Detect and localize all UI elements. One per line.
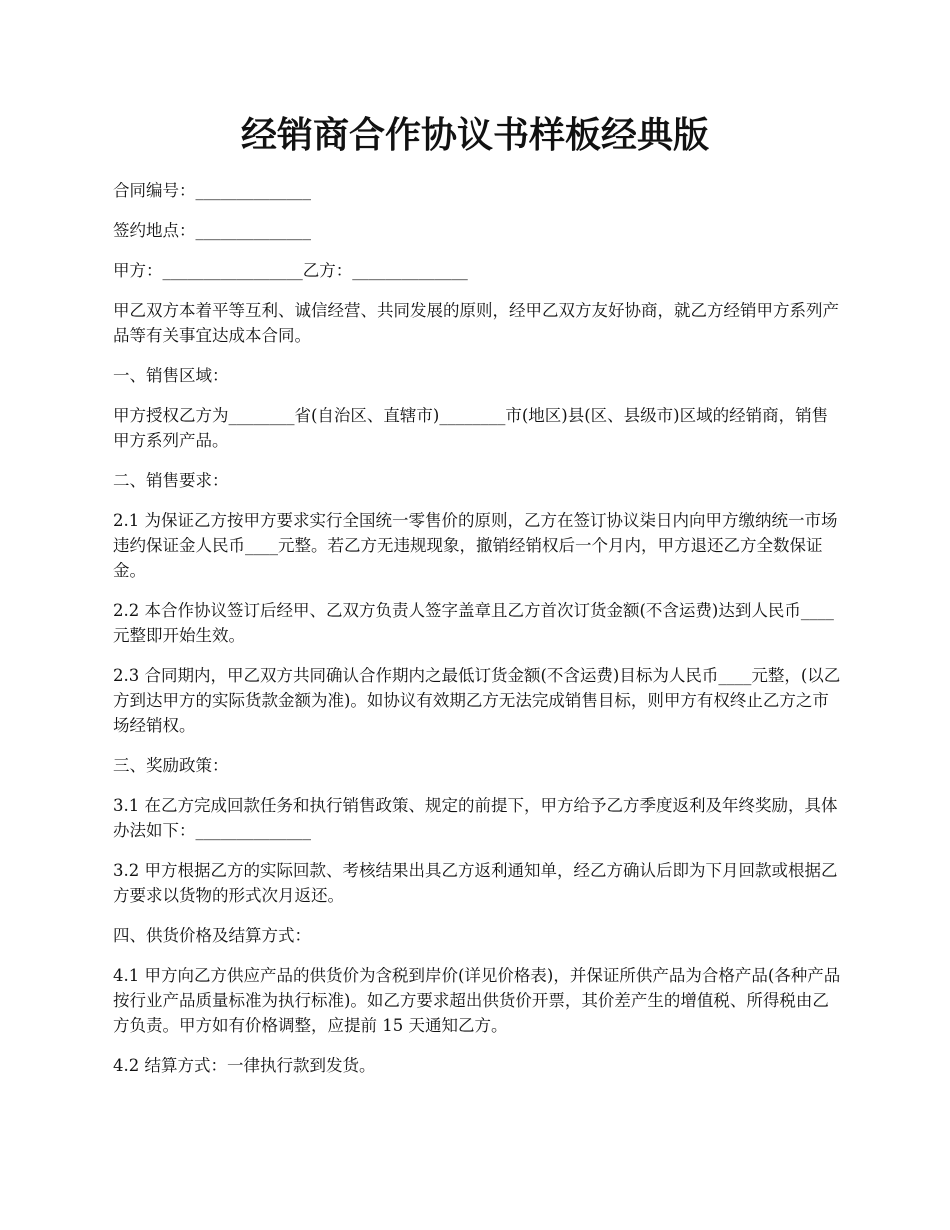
clause-3-2: 3.2 甲方根据乙方的实际回款、考核结果出具乙方返利通知单，经乙方确认后即为下月回款或根据乙方要求以货物的形式次月返还。 <box>113 861 838 905</box>
clause-2-2: 2.2 本合作协议签订后经甲、乙双方负责人签字盖章且乙方首次订货金额(不含运费)达到人民币____元整即开始生效。 <box>113 601 834 645</box>
section-heading-sales-requirements: 二、销售要求： <box>113 471 229 490</box>
parties-line: 甲方：_________________乙方：______________ <box>113 261 468 280</box>
document-body <box>113 178 843 1093</box>
clause-2-3: 2.3 合同期内，甲乙双方共同确认合作期内之最低订货金额(不含运费)目标为人民币____元整，(以乙方到达甲方的实际货款金额为准)。如协议有效期乙方无法完成销售目标，则甲方有权终止乙方之市场经销权。 <box>113 666 841 735</box>
clause-4-2: 4.2 结算方式：一律执行款到发货。 <box>113 1056 376 1075</box>
preamble-paragraph: 甲乙双方本着平等互利、诚信经营、共同发展的原则，经甲乙双方友好协商，就乙方经销甲方系列产品等有关事宜达成本合同。 <box>113 301 839 345</box>
clause-3-1: 3.1 在乙方完成回款任务和执行销售政策、规定的前提下，甲方给予乙方季度返利及年终奖励，具体办法如下：______________ <box>113 796 838 840</box>
clause-2-1: 2.1 为保证乙方按甲方要求实行全国统一零售价的原则，乙方在签订协议柒日内向甲方缴纳统一市场违约保证金人民币____元整。若乙方无违规现象，撤销经销权后一个月内，甲方退还乙方全数保证金。 <box>113 511 838 580</box>
section-heading-pricing-settlement: 四、供货价格及结算方式： <box>113 926 311 945</box>
contract-number-line: 合同编号：______________ <box>113 181 311 200</box>
section-heading-incentive-policy: 三、奖励政策： <box>113 756 229 775</box>
document-title: 经销商合作协议书样板经典版 <box>240 115 709 156</box>
sales-region-paragraph: 甲方授权乙方为________省(自治区、直辖市)________市(地区)县(区、县级市)区域的经销商，销售甲方系列产品。 <box>113 406 829 450</box>
clause-4-1: 4.1 甲方向乙方供应产品的供货价为含税到岸价(详见价格表)，并保证所供产品为合格产品(各种产品按行业产品质量标准为执行标准)。如乙方要求超出供货价开票，其价差产生的增值税、所得税由乙方负责。甲方如有价格调整，应提前 15 天通知乙方。 <box>113 966 841 1035</box>
signing-location-line: 签约地点：______________ <box>113 221 311 240</box>
section-heading-sales-region: 一、销售区域： <box>113 366 229 385</box>
